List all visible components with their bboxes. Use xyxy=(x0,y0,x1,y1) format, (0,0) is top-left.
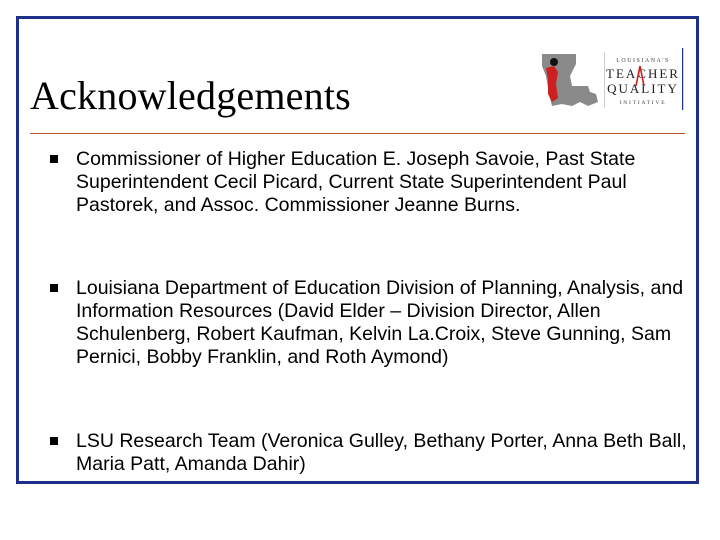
logo-line-4: INITIATIVE xyxy=(619,100,667,106)
square-bullet-icon xyxy=(50,155,58,163)
slide-title: Acknowledgements xyxy=(30,73,351,118)
title-divider xyxy=(30,133,685,134)
list-item xyxy=(48,277,688,369)
logo-line-3: QUALITY xyxy=(607,81,679,96)
bullet-text: Commissioner of Higher Education E. Joseph Savoie, Past State Superintendent Cecil Picard, Current State Superintendent Paul Pastorek, and Assoc. Commissioner Jeanne Burns. xyxy=(76,148,636,216)
logo-line-1: LOUISIANA'S xyxy=(616,58,670,64)
list-item xyxy=(48,148,688,217)
bullet-text: LSU Research Team (Veronica Gulley, Bethany Porter, Anna Beth Ball, Maria Patt, Amanda Dahir) xyxy=(76,430,687,475)
logo-line-2: TEACHER xyxy=(606,66,680,81)
bullet-text: Louisiana Department of Education Division of Planning, Analysis, and Information Resources (David Elder – Division Director, Allen Schulenberg, Robert Kaufman, Kelvin La.Croix, Steve Gunning, Sam Pernici, Bobby Franklin, and Roth Aymond) xyxy=(76,277,684,368)
square-bullet-icon xyxy=(50,284,58,292)
square-bullet-icon xyxy=(50,437,58,445)
teacher-quality-logo xyxy=(536,46,686,112)
list-item xyxy=(48,430,688,476)
